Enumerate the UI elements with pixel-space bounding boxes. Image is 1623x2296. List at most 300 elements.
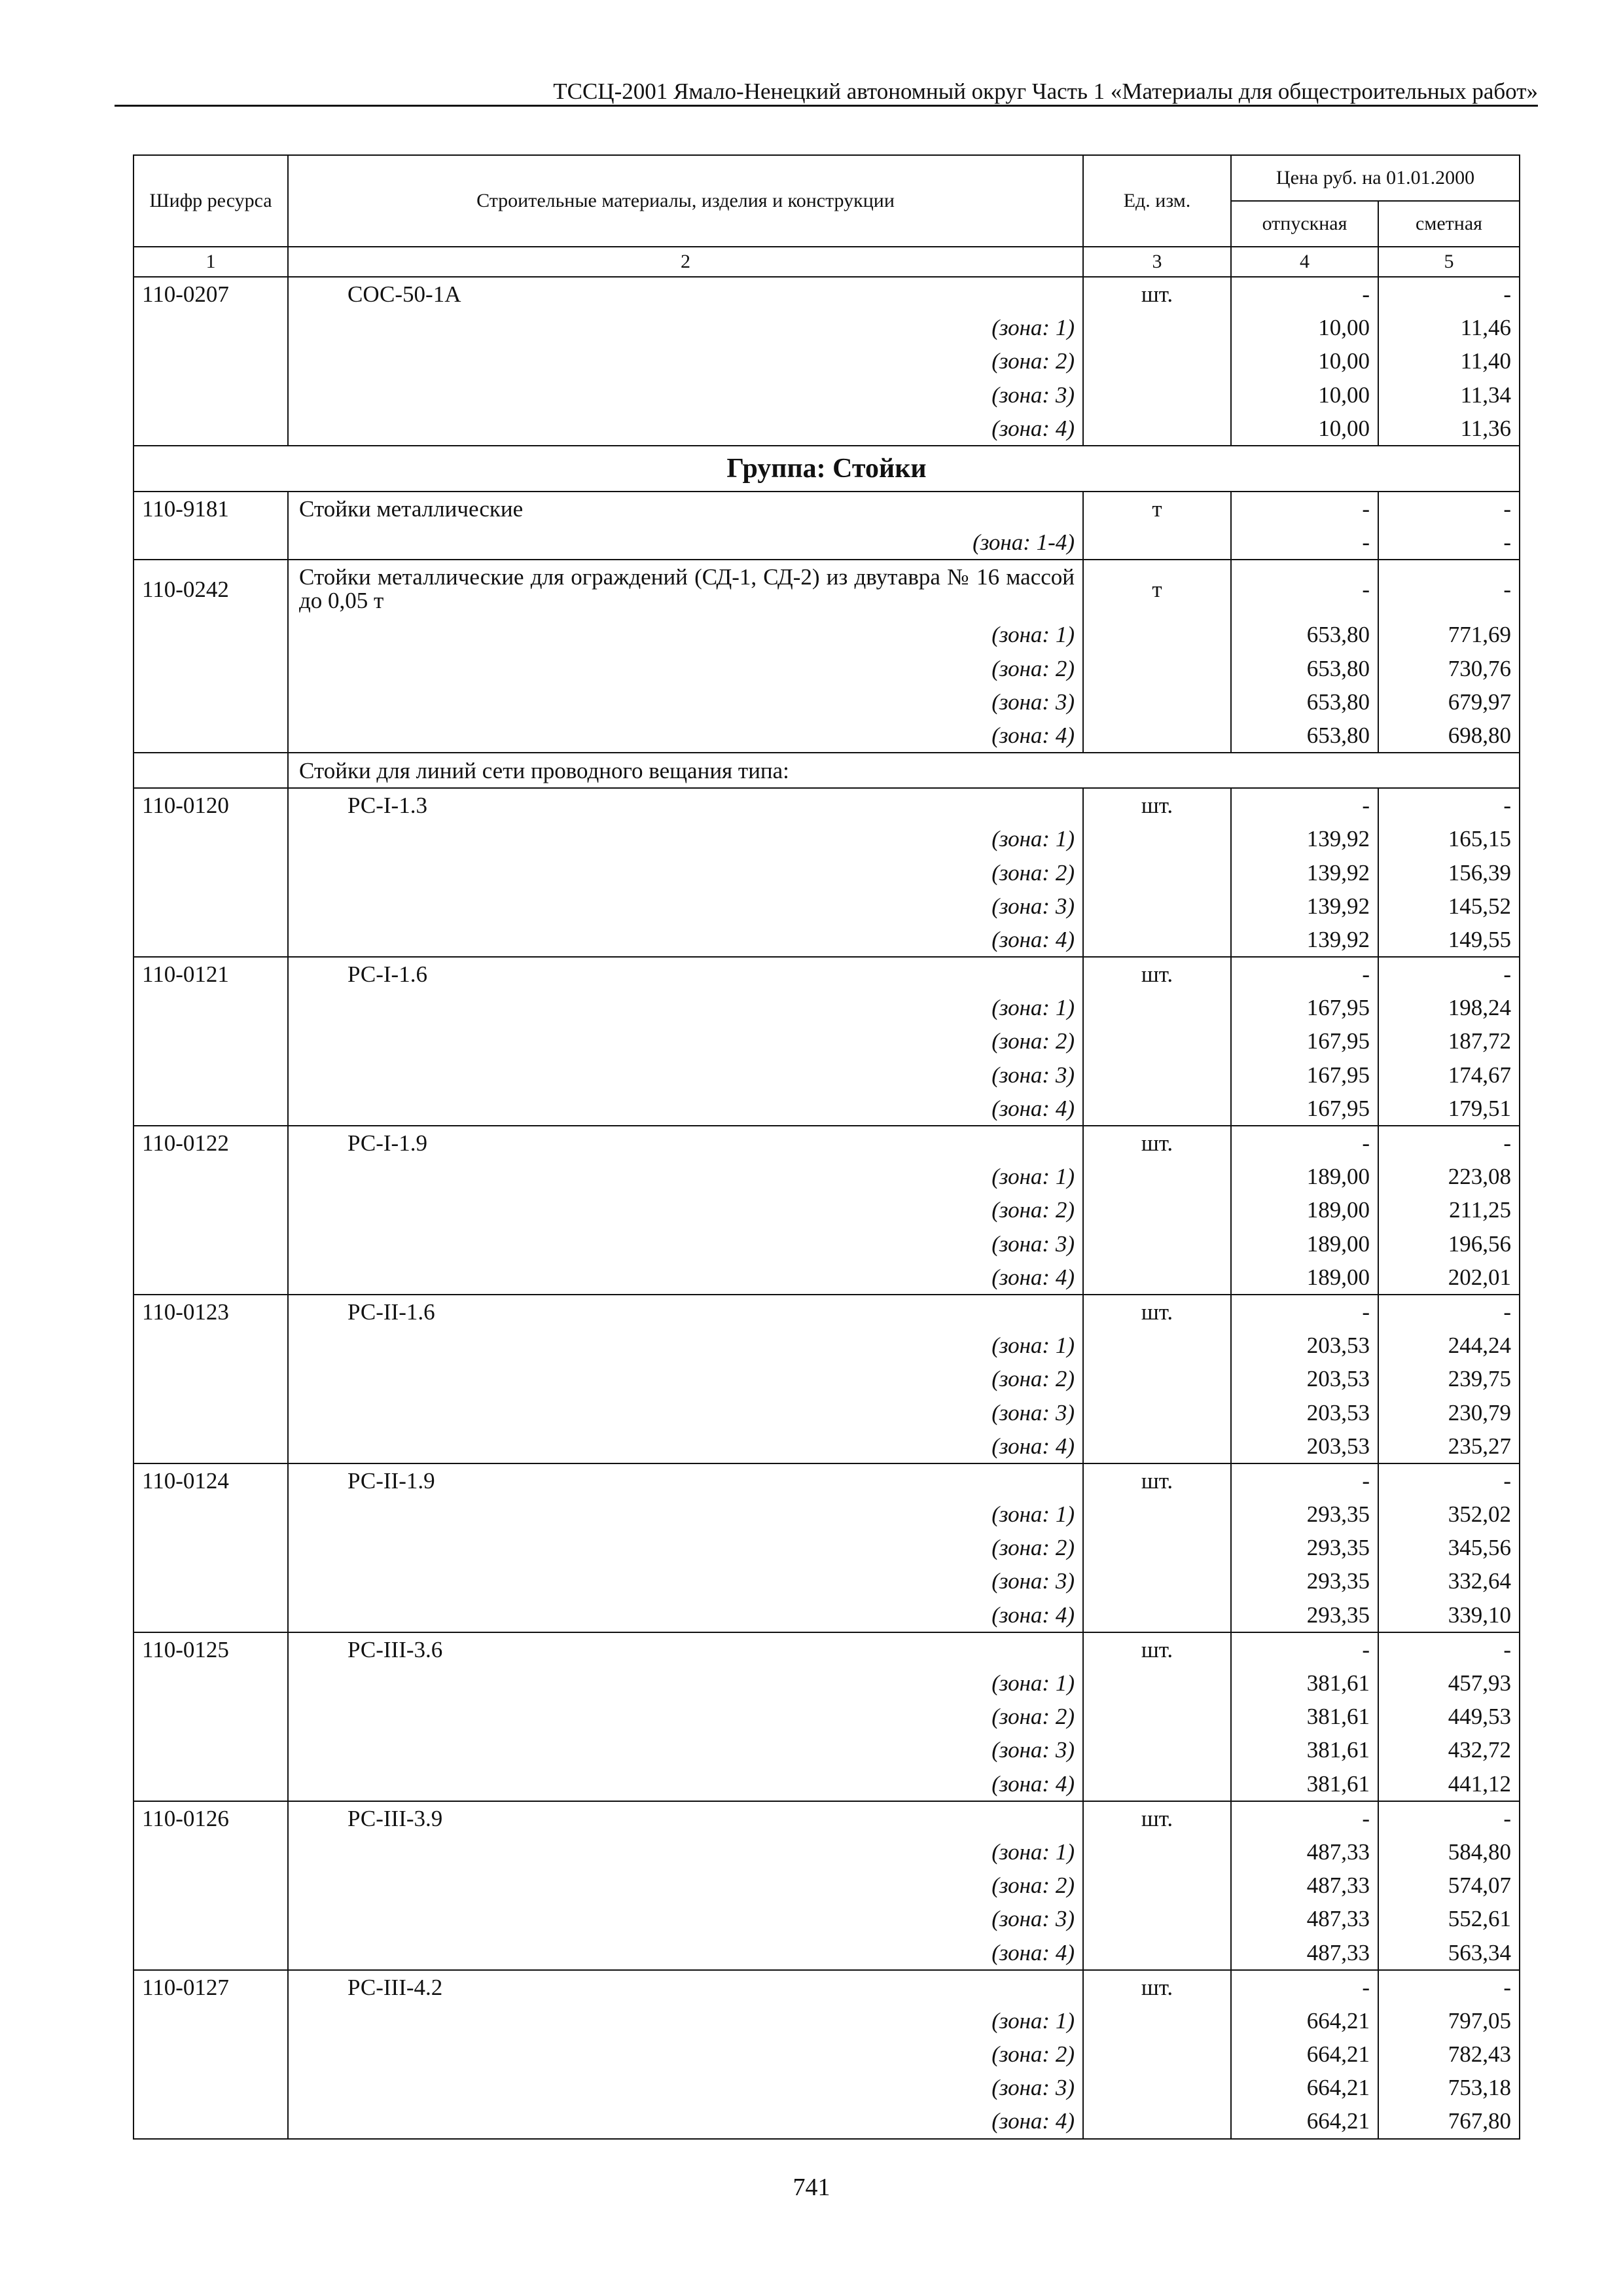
zone-row <box>134 1767 1520 1801</box>
unit-cell <box>1083 2037 1231 2071</box>
resource-code-cell <box>134 618 288 651</box>
unit-cell <box>1083 991 1231 1024</box>
release-price: 189,00 <box>1231 1261 1378 1295</box>
unit-of-measure: т <box>1083 560 1231 618</box>
zone-label: (зона: 3) <box>288 1902 1083 1935</box>
zone-label: (зона: 3) <box>288 889 1083 923</box>
unit-cell <box>1083 1902 1231 1935</box>
release-price: - <box>1231 560 1378 618</box>
estimate-price: 441,12 <box>1378 1767 1520 1801</box>
release-price: 664,21 <box>1231 2037 1378 2071</box>
column-header-release-price: отпускная <box>1231 201 1378 247</box>
release-price: - <box>1231 1801 1378 1835</box>
estimate-price: 574,07 <box>1378 1869 1520 1902</box>
unit-cell <box>1083 1498 1231 1531</box>
zone-label: (зона: 3) <box>288 1227 1083 1261</box>
resource-code: 110-0125 <box>134 1632 288 1666</box>
release-price: 139,92 <box>1231 889 1378 923</box>
zone-label: (зона: 1) <box>288 1329 1083 1362</box>
table-row <box>134 277 1520 311</box>
estimate-price: - <box>1378 277 1520 311</box>
estimate-price: 679,97 <box>1378 685 1520 719</box>
resource-code-cell <box>134 1092 288 1126</box>
zone-row <box>134 1598 1520 1632</box>
zone-row <box>134 1058 1520 1092</box>
resource-code-cell <box>134 1362 288 1395</box>
resource-code-cell <box>134 1700 288 1733</box>
table-body <box>134 277 1520 2139</box>
release-price: 167,95 <box>1231 1058 1378 1092</box>
resource-code-cell <box>134 855 288 889</box>
zone-label: (зона: 1) <box>288 618 1083 651</box>
estimate-price: 563,34 <box>1378 1935 1520 1969</box>
zone-label: (зона: 2) <box>288 344 1083 378</box>
estimate-price: 767,80 <box>1378 2104 1520 2138</box>
unit-cell <box>1083 822 1231 855</box>
zone-row <box>134 685 1520 719</box>
release-price: - <box>1231 957 1378 991</box>
unit-of-measure: шт. <box>1083 957 1231 991</box>
zone-row <box>134 1869 1520 1902</box>
release-price: 189,00 <box>1231 1160 1378 1193</box>
zone-label: (зона: 1) <box>288 991 1083 1024</box>
zone-label: (зона: 4) <box>288 1598 1083 1632</box>
document-header-title: ТССЦ-2001 Ямало-Ненецкий автономный округ Часть 1 «Материалы для общестроительных работ» <box>553 79 1538 104</box>
unit-cell <box>1083 412 1231 446</box>
estimate-price: - <box>1378 1801 1520 1835</box>
zone-label: (зона: 4) <box>288 412 1083 446</box>
unit-cell <box>1083 923 1231 957</box>
column-number: 3 <box>1083 247 1231 277</box>
unit-cell <box>1083 344 1231 378</box>
resource-code-cell <box>134 719 288 753</box>
resource-code-cell <box>134 1227 288 1261</box>
release-price: 167,95 <box>1231 1024 1378 1058</box>
release-price: 487,33 <box>1231 1935 1378 1969</box>
unit-cell <box>1083 1227 1231 1261</box>
release-price: 381,61 <box>1231 1666 1378 1700</box>
table-row <box>134 1632 1520 1666</box>
resource-code: 110-0242 <box>134 560 288 618</box>
table-row <box>134 1801 1520 1835</box>
resource-code-cell <box>134 311 288 344</box>
estimate-price: 145,52 <box>1378 889 1520 923</box>
zone-row <box>134 2037 1520 2071</box>
estimate-price: 11,34 <box>1378 378 1520 412</box>
resource-code-cell <box>134 1767 288 1801</box>
unit-cell <box>1083 2071 1231 2104</box>
estimate-price: 149,55 <box>1378 923 1520 957</box>
resource-code-cell <box>134 1429 288 1463</box>
unit-of-measure: шт. <box>1083 1970 1231 2004</box>
column-number: 2 <box>288 247 1083 277</box>
release-price: 664,21 <box>1231 2071 1378 2104</box>
resource-code-cell <box>134 344 288 378</box>
resource-code-cell <box>134 1329 288 1362</box>
resource-code-cell <box>134 2037 288 2071</box>
zone-row <box>134 855 1520 889</box>
release-price: - <box>1231 277 1378 311</box>
unit-of-measure: шт. <box>1083 277 1231 311</box>
release-price: 10,00 <box>1231 311 1378 344</box>
estimate-price: 11,46 <box>1378 311 1520 344</box>
zone-row <box>134 1261 1520 1295</box>
zone-row <box>134 889 1520 923</box>
unit-cell <box>1083 1160 1231 1193</box>
table-row <box>134 492 1520 526</box>
resource-code-cell <box>134 2004 288 2037</box>
zone-label: (зона: 2) <box>288 652 1083 685</box>
resource-code-cell <box>134 1395 288 1429</box>
estimate-price: - <box>1378 1632 1520 1666</box>
release-price: 653,80 <box>1231 719 1378 753</box>
unit-cell <box>1083 719 1231 753</box>
zone-label: (зона: 3) <box>288 1058 1083 1092</box>
resource-code-cell <box>134 1058 288 1092</box>
zone-row <box>134 1835 1520 1869</box>
resource-code-cell <box>134 652 288 685</box>
resource-code-cell <box>134 526 288 560</box>
price-table <box>133 154 1520 2140</box>
zone-label: (зона: 1) <box>288 1498 1083 1531</box>
zone-label: (зона: 1) <box>288 2004 1083 2037</box>
zone-label: (зона: 3) <box>288 685 1083 719</box>
release-price: 293,35 <box>1231 1564 1378 1598</box>
zone-row <box>134 1429 1520 1463</box>
unit-cell <box>1083 685 1231 719</box>
table-row <box>134 788 1520 822</box>
unit-cell <box>1083 1261 1231 1295</box>
release-price: 167,95 <box>1231 991 1378 1024</box>
zone-row <box>134 378 1520 412</box>
estimate-price: 457,93 <box>1378 1666 1520 1700</box>
estimate-price: 449,53 <box>1378 1700 1520 1733</box>
header-rule <box>115 105 1538 107</box>
estimate-price: 782,43 <box>1378 2037 1520 2071</box>
release-price: 653,80 <box>1231 685 1378 719</box>
unit-cell <box>1083 2004 1231 2037</box>
resource-code: 110-0126 <box>134 1801 288 1835</box>
release-price: 203,53 <box>1231 1429 1378 1463</box>
column-header-price-group: Цена руб. на 01.01.2000 <box>1231 155 1520 201</box>
unit-of-measure: т <box>1083 492 1231 526</box>
estimate-price: 771,69 <box>1378 618 1520 651</box>
estimate-price: 339,10 <box>1378 1598 1520 1632</box>
zone-row <box>134 652 1520 685</box>
table-row <box>134 1463 1520 1498</box>
zone-row <box>134 923 1520 957</box>
resource-code-cell <box>134 1261 288 1295</box>
release-price: 293,35 <box>1231 1598 1378 1632</box>
estimate-price: 730,76 <box>1378 652 1520 685</box>
material-name: РС-II-1.6 <box>288 1295 1083 1329</box>
estimate-price: - <box>1378 1463 1520 1498</box>
table-row <box>134 1970 1520 2004</box>
zone-label: (зона: 3) <box>288 1564 1083 1598</box>
table-row <box>134 957 1520 991</box>
column-number: 1 <box>134 247 288 277</box>
release-price: 381,61 <box>1231 1767 1378 1801</box>
unit-of-measure: шт. <box>1083 788 1231 822</box>
estimate-price: 230,79 <box>1378 1395 1520 1429</box>
release-price: 189,00 <box>1231 1193 1378 1227</box>
zone-label: (зона: 4) <box>288 1261 1083 1295</box>
subheading-row <box>134 753 1520 788</box>
zone-row <box>134 1666 1520 1700</box>
page-number: 741 <box>793 2174 830 2201</box>
resource-code-cell <box>134 1835 288 1869</box>
resource-code: 110-0207 <box>134 277 288 311</box>
release-price: 189,00 <box>1231 1227 1378 1261</box>
estimate-price: 698,80 <box>1378 719 1520 753</box>
release-price: 381,61 <box>1231 1733 1378 1767</box>
zone-label: (зона: 2) <box>288 2037 1083 2071</box>
resource-code: 110-0127 <box>134 1970 288 2004</box>
estimate-price: - <box>1378 526 1520 560</box>
zone-label: (зона: 4) <box>288 1935 1083 1969</box>
resource-code-cell <box>134 1902 288 1935</box>
estimate-price: 174,67 <box>1378 1058 1520 1092</box>
zone-row <box>134 991 1520 1024</box>
release-price: 139,92 <box>1231 822 1378 855</box>
zone-row <box>134 1902 1520 1935</box>
resource-code: 110-0123 <box>134 1295 288 1329</box>
zone-row <box>134 1498 1520 1531</box>
zone-row <box>134 1160 1520 1193</box>
unit-cell <box>1083 618 1231 651</box>
unit-cell <box>1083 1666 1231 1700</box>
unit-of-measure: шт. <box>1083 1632 1231 1666</box>
estimate-price: 345,56 <box>1378 1531 1520 1564</box>
zone-label: (зона: 2) <box>288 1700 1083 1733</box>
unit-of-measure: шт. <box>1083 1463 1231 1498</box>
resource-code-cell <box>134 412 288 446</box>
resource-code: 110-0124 <box>134 1463 288 1498</box>
resource-code-cell <box>134 1935 288 1969</box>
unit-cell <box>1083 1395 1231 1429</box>
zone-label: (зона: 3) <box>288 2071 1083 2104</box>
release-price: 487,33 <box>1231 1869 1378 1902</box>
resource-code-cell <box>134 1666 288 1700</box>
zone-row <box>134 1564 1520 1598</box>
zone-label: (зона: 4) <box>288 1092 1083 1126</box>
zone-label: (зона: 1) <box>288 1835 1083 1869</box>
zone-row <box>134 1227 1520 1261</box>
resource-code-cell <box>134 1160 288 1193</box>
estimate-price: 239,75 <box>1378 1362 1520 1395</box>
column-number: 5 <box>1378 247 1520 277</box>
material-name: РС-I-1.3 <box>288 788 1083 822</box>
column-number: 4 <box>1231 247 1378 277</box>
unit-of-measure: шт. <box>1083 1801 1231 1835</box>
estimate-price: - <box>1378 492 1520 526</box>
estimate-price: 165,15 <box>1378 822 1520 855</box>
material-name: Стойки металлические для ограждений (СД-1, СД-2) из двутавра № 16 массой до 0,05 т <box>288 560 1083 618</box>
estimate-price: 235,27 <box>1378 1429 1520 1463</box>
zone-label: (зона: 1) <box>288 1666 1083 1700</box>
release-price: - <box>1231 1463 1378 1498</box>
zone-row <box>134 1700 1520 1733</box>
unit-cell <box>1083 889 1231 923</box>
resource-code-cell <box>134 889 288 923</box>
zone-row <box>134 1329 1520 1362</box>
column-header-code: Шифр ресурса <box>134 155 288 247</box>
release-price: 487,33 <box>1231 1902 1378 1935</box>
material-name: СОС-50-1А <box>288 277 1083 311</box>
estimate-price: 11,40 <box>1378 344 1520 378</box>
resource-code-cell <box>134 378 288 412</box>
estimate-price: - <box>1378 788 1520 822</box>
unit-cell <box>1083 1564 1231 1598</box>
resource-code-cell <box>134 1498 288 1531</box>
zone-row <box>134 412 1520 446</box>
zone-label: (зона: 2) <box>288 855 1083 889</box>
unit-cell <box>1083 1733 1231 1767</box>
estimate-price: 797,05 <box>1378 2004 1520 2037</box>
resource-code-cell <box>134 1564 288 1598</box>
zone-row <box>134 1362 1520 1395</box>
unit-cell <box>1083 1058 1231 1092</box>
zone-row <box>134 344 1520 378</box>
zone-label: (зона: 1) <box>288 822 1083 855</box>
zone-row <box>134 1935 1520 1969</box>
release-price: 203,53 <box>1231 1395 1378 1429</box>
zone-row <box>134 1092 1520 1126</box>
release-price: 203,53 <box>1231 1329 1378 1362</box>
zone-label: (зона: 2) <box>288 1193 1083 1227</box>
zone-row <box>134 526 1520 560</box>
material-name: РС-III-3.6 <box>288 1632 1083 1666</box>
resource-code-cell <box>134 1193 288 1227</box>
release-price: 139,92 <box>1231 923 1378 957</box>
estimate-price: 202,01 <box>1378 1261 1520 1295</box>
estimate-price: 332,64 <box>1378 1564 1520 1598</box>
unit-cell <box>1083 311 1231 344</box>
zone-label: (зона: 4) <box>288 719 1083 753</box>
unit-of-measure: шт. <box>1083 1126 1231 1160</box>
unit-cell <box>1083 1024 1231 1058</box>
resource-code-cell <box>134 1024 288 1058</box>
estimate-price: - <box>1378 957 1520 991</box>
unit-cell <box>1083 1362 1231 1395</box>
release-price: 203,53 <box>1231 1362 1378 1395</box>
release-price: 10,00 <box>1231 378 1378 412</box>
resource-code-cell <box>134 923 288 957</box>
resource-code: 110-0122 <box>134 1126 288 1160</box>
column-header-name: Строительные материалы, изделия и конструкции <box>288 155 1083 247</box>
resource-code-cell <box>134 991 288 1024</box>
unit-cell <box>1083 1329 1231 1362</box>
release-price: 293,35 <box>1231 1498 1378 1531</box>
material-name: РС-III-3.9 <box>288 1801 1083 1835</box>
resource-code-cell <box>134 1531 288 1564</box>
unit-cell <box>1083 1935 1231 1969</box>
release-price: - <box>1231 788 1378 822</box>
resource-code-cell <box>134 1598 288 1632</box>
estimate-price: 198,24 <box>1378 991 1520 1024</box>
unit-cell <box>1083 1869 1231 1902</box>
zone-row <box>134 2104 1520 2138</box>
column-header-estimate-price: сметная <box>1378 201 1520 247</box>
zone-label: (зона: 1-4) <box>288 526 1083 560</box>
resource-code: 110-0121 <box>134 957 288 991</box>
material-name: РС-I-1.6 <box>288 957 1083 991</box>
estimate-price: 156,39 <box>1378 855 1520 889</box>
release-price: - <box>1231 1632 1378 1666</box>
material-name: РС-III-4.2 <box>288 1970 1083 2004</box>
zone-label: (зона: 3) <box>288 378 1083 412</box>
estimate-price: - <box>1378 560 1520 618</box>
estimate-price: 432,72 <box>1378 1733 1520 1767</box>
group-heading-row <box>134 446 1520 492</box>
zone-row <box>134 1193 1520 1227</box>
release-price: 664,21 <box>1231 2004 1378 2037</box>
estimate-price: 211,25 <box>1378 1193 1520 1227</box>
unit-cell <box>1083 526 1231 560</box>
release-price: 653,80 <box>1231 618 1378 651</box>
release-price: 381,61 <box>1231 1700 1378 1733</box>
zone-row <box>134 719 1520 753</box>
estimate-price: 552,61 <box>1378 1902 1520 1935</box>
release-price: 653,80 <box>1231 652 1378 685</box>
release-price: - <box>1231 1295 1378 1329</box>
resource-code-cell <box>134 822 288 855</box>
resource-code-cell <box>134 685 288 719</box>
estimate-price: 179,51 <box>1378 1092 1520 1126</box>
material-name: РС-I-1.9 <box>288 1126 1083 1160</box>
release-price: - <box>1231 1126 1378 1160</box>
unit-cell <box>1083 1598 1231 1632</box>
zone-row <box>134 2004 1520 2037</box>
estimate-price: 244,24 <box>1378 1329 1520 1362</box>
release-price: 293,35 <box>1231 1531 1378 1564</box>
unit-cell <box>1083 1700 1231 1733</box>
zone-row <box>134 1531 1520 1564</box>
zone-label: (зона: 1) <box>288 1160 1083 1193</box>
unit-cell <box>1083 1092 1231 1126</box>
release-price: - <box>1231 526 1378 560</box>
resource-code: 110-9181 <box>134 492 288 526</box>
estimate-price: 187,72 <box>1378 1024 1520 1058</box>
estimate-price: 753,18 <box>1378 2071 1520 2104</box>
material-name: РС-II-1.9 <box>288 1463 1083 1498</box>
estimate-price: 584,80 <box>1378 1835 1520 1869</box>
zone-label: (зона: 2) <box>288 1024 1083 1058</box>
zone-label: (зона: 1) <box>288 311 1083 344</box>
table-header <box>134 155 1520 277</box>
table-row <box>134 560 1520 618</box>
zone-label: (зона: 4) <box>288 1429 1083 1463</box>
estimate-price: - <box>1378 1970 1520 2004</box>
zone-label: (зона: 4) <box>288 1767 1083 1801</box>
release-price: - <box>1231 492 1378 526</box>
unit-cell <box>1083 1531 1231 1564</box>
unit-cell <box>1083 855 1231 889</box>
zone-label: (зона: 3) <box>288 1733 1083 1767</box>
release-price: 664,21 <box>1231 2104 1378 2138</box>
unit-cell <box>1083 378 1231 412</box>
resource-code-cell <box>134 1733 288 1767</box>
release-price: - <box>1231 1970 1378 2004</box>
subheading-text: Стойки для линий сети проводного вещания типа: <box>288 753 1520 788</box>
resource-code-cell <box>134 1869 288 1902</box>
unit-cell <box>1083 1767 1231 1801</box>
zone-row <box>134 1733 1520 1767</box>
release-price: 10,00 <box>1231 412 1378 446</box>
resource-code-cell <box>134 753 288 788</box>
estimate-price: - <box>1378 1295 1520 1329</box>
estimate-price: 352,02 <box>1378 1498 1520 1531</box>
